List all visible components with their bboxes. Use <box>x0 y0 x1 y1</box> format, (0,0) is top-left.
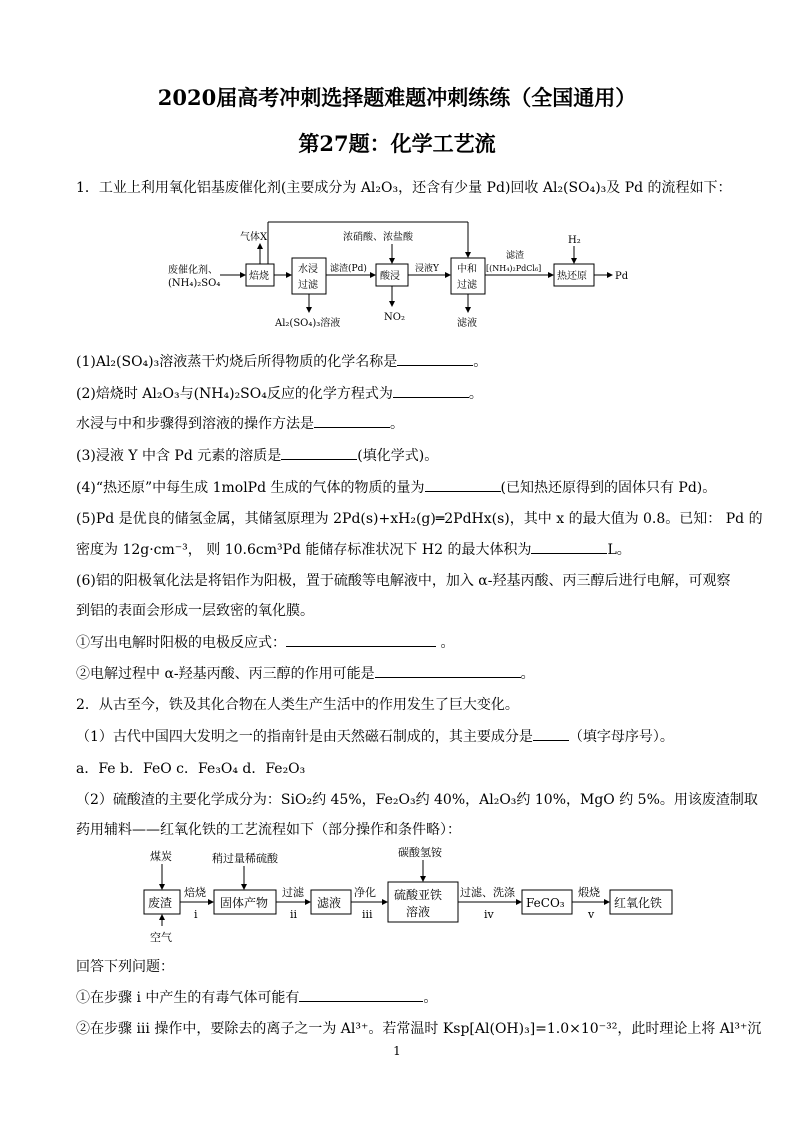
q1-s2: (2)焙烧时 Al₂O₃与(NH₄)₂SO₄反应的化学方程式为 。 <box>76 386 483 402</box>
answer-blank[interactable] <box>425 479 501 492</box>
q2-s3: ①在步骤 i 中产生的有毒气体可能有 。 <box>76 990 438 1006</box>
flow1-acid-leach: 酸浸 <box>380 271 400 282</box>
flow1-filtrate: 滤液 <box>457 318 477 329</box>
flow2-filter: 过滤 <box>282 886 304 899</box>
q1-s5b: 密度为 12g·cm⁻³， 则 10.6cm³Pd 能储存标准状况下 H2 的最大体积为 L。 <box>76 542 631 558</box>
page-title: 2020届高考冲刺选择题难题冲刺练练（全国通用） <box>157 85 637 110</box>
flow2-bicarb: 碳酸氢铵 <box>398 846 442 859</box>
q2-s2b: 药用辅料——红氧化铁的工艺流程如下（部分操作和条件略）： <box>76 822 461 838</box>
flow1-residue-pd: 滤渣(Pd) <box>330 264 367 274</box>
flow2-red: 红氧化铁 <box>614 896 663 910</box>
flow2-solid: 固体产物 <box>220 896 269 910</box>
flow1-no2: NO₂ <box>384 312 405 323</box>
flow2-purify: 净化 <box>354 886 376 899</box>
answer-blank[interactable] <box>299 989 423 1002</box>
q2-s1: （1）古代中国四大发明之一的指南针是由天然磁石制成的，其主要成分是 （填字母序号）。 <box>76 729 674 745</box>
flow1-leach-1: 水浸 <box>298 264 318 275</box>
flow2-calcine: 煅烧 <box>578 886 600 899</box>
answer-blank[interactable] <box>314 415 390 428</box>
flow1-hot-reduce: 热还原 <box>557 271 587 282</box>
flow1-input-1: 废催化剂、 <box>168 265 218 276</box>
flow1-input-2: (NH₄)₂SO₄ <box>168 278 221 289</box>
flow1-neut-2: 过滤 <box>457 280 477 291</box>
flow2-air: 空气 <box>150 931 172 944</box>
answer-blank[interactable] <box>286 634 436 647</box>
flow2-filter-wash: 过滤、洗涤 <box>460 886 515 899</box>
q1-s4: (4)“热还原”中每生成 1molPd 生成的气体的物质的量为 (已知热还原得到的固体只有 Pd)。 <box>76 480 717 496</box>
flow2-acid: 稍过量稀硫酸 <box>212 852 278 865</box>
flow1-al-solution: Al₂(SO₄)₃溶液 <box>275 318 341 329</box>
flow-diagram-1 <box>160 214 640 334</box>
flow1-neut-1: 中和 <box>457 264 477 275</box>
answer-blank[interactable] <box>531 541 607 554</box>
flow2-feco3: FeCO₃ <box>526 896 565 910</box>
flow2-roast: 焙烧 <box>184 886 206 899</box>
answer-blank[interactable] <box>397 353 473 366</box>
flow2-filtrate: 滤液 <box>317 896 342 910</box>
answer-blank[interactable] <box>393 385 469 398</box>
flow1-roast: 焙烧 <box>249 271 269 282</box>
q2-s4: ②在步骤 iii 操作中，要除去的离子之一为 Al³⁺。若常温时 Ksp[Al(OH)₃]=1.0×10⁻³²，此时理论上将 Al³⁺沉 <box>76 1021 762 1037</box>
flow1-gas-x: 气体X <box>240 232 268 243</box>
q1-s2b: 水浸与中和步骤得到溶液的操作方法是 。 <box>76 416 404 432</box>
page-number: 1 <box>393 1044 401 1058</box>
q1-s1: (1)Al₂(SO₄)₃溶液蒸干灼烧后所得物质的化学名称是 。 <box>76 354 488 370</box>
flow1-residue-label: 滤渣 <box>506 251 525 261</box>
q1-s6d: ②电解过程中 α-羟基丙酸、丙三醇的作用可能是 。 <box>76 666 535 682</box>
answer-blank[interactable] <box>375 665 521 678</box>
answer-blank[interactable] <box>281 447 357 460</box>
q1-s6a: (6)铝的阳极氧化法是将铝作为阳极，置于硫酸等电解液中，加入 α-羟基丙酸、丙三醇后进行电解，可观察 <box>76 573 731 589</box>
flow1-acids: 浓硝酸、浓盐酸 <box>343 232 413 243</box>
q2-intro: 2．从古至今，铁及其化合物在人类生产生活中的作用发生了巨大变化。 <box>76 697 519 713</box>
flow2-step-ii: ii <box>290 908 298 921</box>
flow2-step-iii: iii <box>362 908 373 921</box>
q1-s3: (3)浸液 Y 中含 Pd 元素的溶质是 (填化学式)。 <box>76 448 439 464</box>
flow2-step-iv: iv <box>484 908 494 921</box>
flow1-leach-2: 过滤 <box>298 280 318 291</box>
flow2-step-i: i <box>194 908 198 921</box>
flow-diagram-2 <box>136 846 682 946</box>
flow1-residue-formula: [(NH₄)₂PdCl₆] <box>486 264 542 273</box>
flow2-feso4-1: 硫酸亚铁 <box>394 888 443 902</box>
q1-s5a: (5)Pd 是优良的储氢金属，其储氢原理为 2Pd(s)+xH₂(g)═2PdHx(s)，其中 x 的最大值为 0.8。已知： Pd 的 <box>76 511 763 527</box>
q1-s6c: ①写出电解时阳极的电极反应式： 。 <box>76 635 455 651</box>
flow2-waste: 废渣 <box>148 896 173 910</box>
flow2-coal: 煤炭 <box>150 850 172 863</box>
flow2-feso4-2: 溶液 <box>406 905 431 919</box>
q1-intro: 1．工业上利用氧化铝基废催化剂(主要成分为 Al₂O₃，还含有少量 Pd)回收 Al₂(SO₄)₃及 Pd 的流程如下： <box>76 180 732 196</box>
answer-blank[interactable] <box>533 728 569 741</box>
flow1-pd: Pd <box>615 271 629 282</box>
flow2-step-v: v <box>588 908 595 921</box>
q2-answer-intro: 回答下列问题： <box>76 959 174 975</box>
flow1-leach-y: 浸液Y <box>415 264 439 274</box>
q1-s6b: 到铝的表面会形成一层致密的氧化膜。 <box>76 603 314 619</box>
page-subtitle: 第27题：化学工艺流 <box>298 131 496 156</box>
q2-s2a: （2）硫酸渣的主要化学成分为：SiO₂约 45%，Fe₂O₃约 40%，Al₂O₃约 10%，MgO 约 5%。用该废渣制取 <box>76 792 758 808</box>
flow1-h2: H₂ <box>568 235 581 246</box>
q2-options: a．Fe b．FeO c．Fe₃O₄ d．Fe₂O₃ <box>76 761 306 777</box>
